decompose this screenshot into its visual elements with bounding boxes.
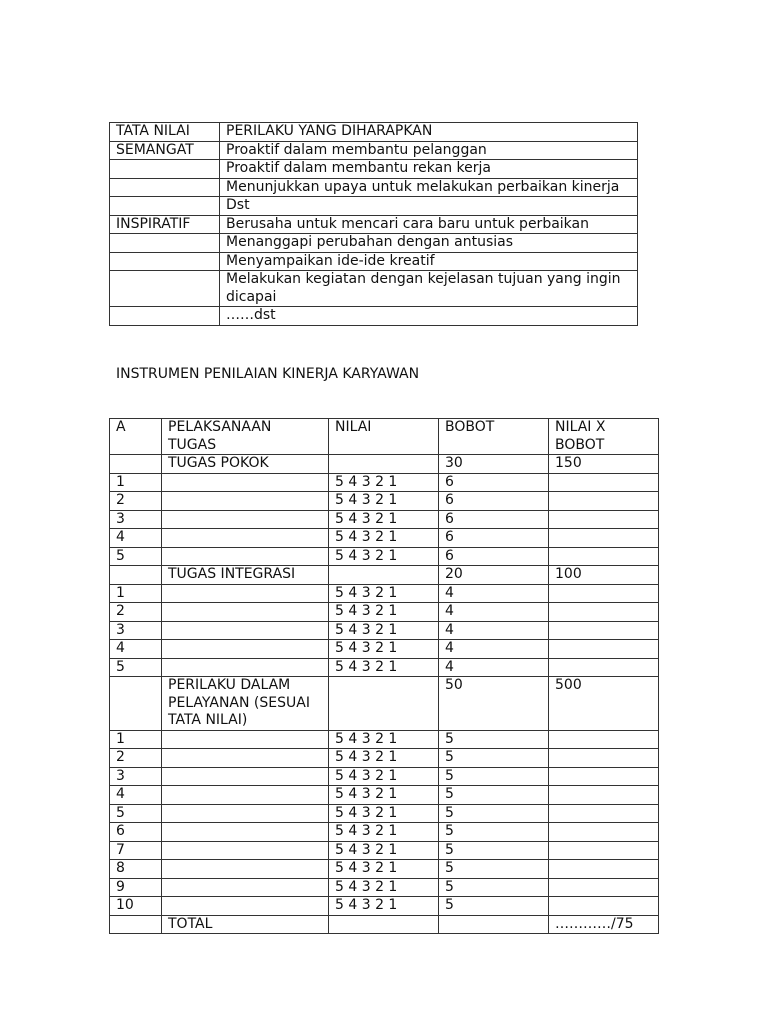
table-cell <box>162 804 329 823</box>
table-cell: 9 <box>110 878 162 897</box>
table-cell: 1 <box>110 584 162 603</box>
table-cell: 4 <box>439 584 549 603</box>
table-cell <box>162 510 329 529</box>
table-cell: 6 <box>439 473 549 492</box>
table-cell: 5 <box>439 878 549 897</box>
table-cell <box>110 307 220 326</box>
table-cell: 5 4 3 2 1 <box>329 749 439 768</box>
table-cell: 5 4 3 2 1 <box>329 510 439 529</box>
table-cell: 6 <box>439 529 549 548</box>
table-cell: Proaktif dalam membantu rekan kerja <box>220 160 638 179</box>
table-header-row <box>110 123 638 142</box>
table-cell <box>549 547 659 566</box>
table-cell: 4 <box>110 786 162 805</box>
table-cell <box>549 786 659 805</box>
table-cell: 5 4 3 2 1 <box>329 658 439 677</box>
table-cell: 4 <box>439 621 549 640</box>
table-cell: 5 4 3 2 1 <box>329 492 439 511</box>
table-cell <box>549 621 659 640</box>
table-cell: 4 <box>110 640 162 659</box>
table-cell: PELAKSANAAN TUGAS <box>162 419 329 455</box>
table-cell <box>162 492 329 511</box>
table-cell: Berusaha untuk mencari cara baru untuk perbaikan <box>220 215 638 234</box>
table-row <box>110 141 638 160</box>
table-cell: 5 4 3 2 1 <box>329 529 439 548</box>
table-row <box>110 897 659 916</box>
table-cell: 6 <box>110 823 162 842</box>
table-cell: 5 <box>439 804 549 823</box>
table-cell: 5 <box>439 730 549 749</box>
table-cell <box>549 841 659 860</box>
table-row <box>110 767 659 786</box>
table-row <box>110 603 659 622</box>
table-cell <box>110 197 220 216</box>
table-row <box>110 878 659 897</box>
table-cell: 8 <box>110 860 162 879</box>
table-cell: 2 <box>110 603 162 622</box>
table-cell: 150 <box>549 455 659 474</box>
table-row <box>110 584 659 603</box>
table-cell <box>549 529 659 548</box>
table-cell: TOTAL <box>162 915 329 934</box>
table-cell: 5 <box>439 767 549 786</box>
table-cell: 7 <box>110 841 162 860</box>
table-cell <box>110 566 162 585</box>
table-cell <box>162 767 329 786</box>
table-row <box>110 804 659 823</box>
table-cell: PERILAKU YANG DIHARAPKAN <box>220 123 638 142</box>
table-cell: Proaktif dalam membantu pelanggan <box>220 141 638 160</box>
table-cell: 10 <box>110 897 162 916</box>
table-cell: 6 <box>439 510 549 529</box>
table-cell: 5 4 3 2 1 <box>329 730 439 749</box>
table-cell <box>549 804 659 823</box>
table-cell: 30 <box>439 455 549 474</box>
table-cell: 2 <box>110 492 162 511</box>
table-cell: TUGAS INTEGRASI <box>162 566 329 585</box>
table-row <box>110 677 659 731</box>
table-cell: 6 <box>439 547 549 566</box>
table-cell: 6 <box>439 492 549 511</box>
tata-nilai-table <box>109 122 638 326</box>
table-cell: 5 4 3 2 1 <box>329 767 439 786</box>
table-cell: 5 4 3 2 1 <box>329 804 439 823</box>
table-cell <box>110 677 162 731</box>
table-cell: 50 <box>439 677 549 731</box>
table-row <box>110 860 659 879</box>
table-row <box>110 252 638 271</box>
table-row <box>110 915 659 934</box>
table-cell: 5 4 3 2 1 <box>329 897 439 916</box>
table-cell: 5 4 3 2 1 <box>329 841 439 860</box>
table-row <box>110 271 638 307</box>
table-cell <box>162 897 329 916</box>
table-cell <box>162 658 329 677</box>
table-cell: 5 <box>110 804 162 823</box>
table-row <box>110 566 659 585</box>
table-cell: 20 <box>439 566 549 585</box>
table-cell: 5 4 3 2 1 <box>329 473 439 492</box>
table-cell <box>162 640 329 659</box>
table-cell: …………/75 <box>549 915 659 934</box>
table-cell <box>549 510 659 529</box>
table-cell: 5 <box>110 658 162 677</box>
table-cell <box>162 621 329 640</box>
table-cell: NILAI <box>329 419 439 455</box>
table-cell <box>162 603 329 622</box>
table-cell: Melakukan kegiatan dengan kejelasan tujuan yang ingin dicapai <box>220 271 638 307</box>
table-cell: A <box>110 419 162 455</box>
table-cell: 4 <box>439 603 549 622</box>
table-row <box>110 197 638 216</box>
table-row <box>110 823 659 842</box>
table-cell <box>549 823 659 842</box>
table-cell: PERILAKU DALAM PELAYANAN (SESUAI TATA NILAI) <box>162 677 329 731</box>
table-row <box>110 529 659 548</box>
table-cell <box>110 915 162 934</box>
table-cell: 5 4 3 2 1 <box>329 547 439 566</box>
table-cell <box>110 234 220 253</box>
table-cell: 5 4 3 2 1 <box>329 823 439 842</box>
table-cell <box>549 767 659 786</box>
table-row <box>110 234 638 253</box>
table-row <box>110 160 638 179</box>
table-cell <box>549 897 659 916</box>
table-cell: 5 <box>439 897 549 916</box>
table-cell <box>549 640 659 659</box>
table-row <box>110 730 659 749</box>
table-cell <box>162 547 329 566</box>
section-title: INSTRUMEN PENILAIAN KINERJA KARYAWAN <box>116 366 420 382</box>
table-cell: INSPIRATIF <box>110 215 220 234</box>
table-cell <box>162 823 329 842</box>
table-cell: Menyampaikan ide-ide kreatif <box>220 252 638 271</box>
table-row <box>110 455 659 474</box>
table-cell: TATA NILAI <box>110 123 220 142</box>
table-cell: SEMANGAT <box>110 141 220 160</box>
table-cell: 3 <box>110 767 162 786</box>
table-cell <box>439 915 549 934</box>
table-cell <box>162 841 329 860</box>
table-cell: 4 <box>439 658 549 677</box>
table-cell: ……dst <box>220 307 638 326</box>
table-row <box>110 492 659 511</box>
table-cell: Menunjukkan upaya untuk melakukan perbaikan kinerja <box>220 178 638 197</box>
instrumen-table <box>109 418 659 934</box>
table-cell: 500 <box>549 677 659 731</box>
table-cell <box>110 455 162 474</box>
table-cell <box>329 915 439 934</box>
table-cell <box>110 178 220 197</box>
table-row <box>110 786 659 805</box>
table-row <box>110 547 659 566</box>
table-cell: 1 <box>110 473 162 492</box>
table-cell: Menanggapi perubahan dengan antusias <box>220 234 638 253</box>
table-row <box>110 178 638 197</box>
table-cell <box>162 786 329 805</box>
table-cell: 4 <box>439 640 549 659</box>
table-cell <box>549 584 659 603</box>
table-cell <box>549 878 659 897</box>
table-row <box>110 841 659 860</box>
table-cell: 5 4 3 2 1 <box>329 860 439 879</box>
table-cell: TUGAS POKOK <box>162 455 329 474</box>
table-cell <box>329 566 439 585</box>
table-cell <box>162 749 329 768</box>
table-cell: 1 <box>110 730 162 749</box>
table-cell <box>162 730 329 749</box>
table-cell: 5 <box>439 786 549 805</box>
table-cell <box>110 271 220 307</box>
table-cell <box>162 878 329 897</box>
table-row <box>110 749 659 768</box>
table-cell <box>329 677 439 731</box>
table-cell: 5 <box>439 823 549 842</box>
table-cell: Dst <box>220 197 638 216</box>
table-cell <box>549 749 659 768</box>
table-row <box>110 215 638 234</box>
table-cell: NILAI X BOBOT <box>549 419 659 455</box>
table-header-row <box>110 419 659 455</box>
table-cell: 5 <box>110 547 162 566</box>
table-cell: 5 4 3 2 1 <box>329 786 439 805</box>
table-cell: 3 <box>110 510 162 529</box>
table-cell: BOBOT <box>439 419 549 455</box>
table-cell: 5 <box>439 841 549 860</box>
table-row <box>110 640 659 659</box>
table-cell <box>110 160 220 179</box>
table-cell <box>549 658 659 677</box>
table-cell: 5 <box>439 860 549 879</box>
table-row <box>110 621 659 640</box>
table-cell <box>162 860 329 879</box>
table-cell <box>162 473 329 492</box>
table-cell: 5 4 3 2 1 <box>329 584 439 603</box>
table-cell: 5 4 3 2 1 <box>329 621 439 640</box>
table-row <box>110 658 659 677</box>
table-cell: 2 <box>110 749 162 768</box>
table-cell: 5 4 3 2 1 <box>329 878 439 897</box>
table-cell <box>549 860 659 879</box>
table-cell: 5 <box>439 749 549 768</box>
table-cell <box>329 455 439 474</box>
table-cell: 5 4 3 2 1 <box>329 640 439 659</box>
table-cell: 4 <box>110 529 162 548</box>
table-cell <box>549 603 659 622</box>
table-cell: 100 <box>549 566 659 585</box>
table-cell: 5 4 3 2 1 <box>329 603 439 622</box>
table-cell <box>110 252 220 271</box>
table-row <box>110 307 638 326</box>
table-cell <box>549 473 659 492</box>
table-cell <box>549 492 659 511</box>
table-row <box>110 473 659 492</box>
table-cell: 3 <box>110 621 162 640</box>
table-row <box>110 510 659 529</box>
table-cell <box>549 730 659 749</box>
table-cell <box>162 529 329 548</box>
table-cell <box>162 584 329 603</box>
